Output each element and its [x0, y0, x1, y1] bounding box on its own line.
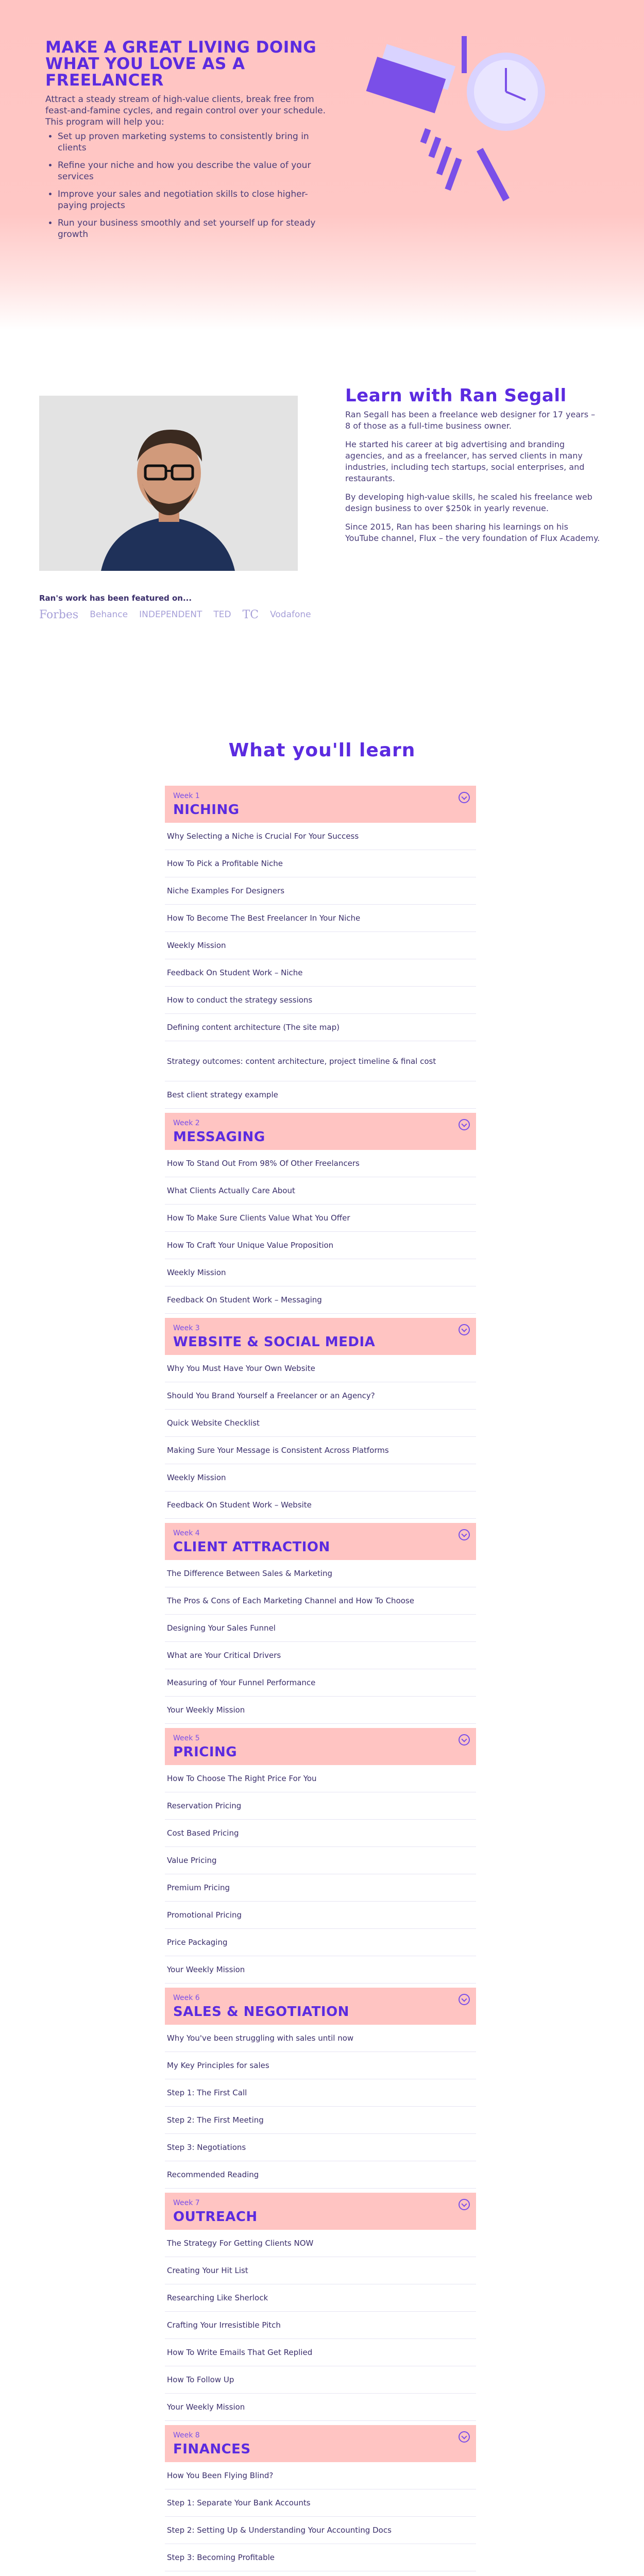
collapse-toggle-icon[interactable] [459, 1994, 470, 2005]
lesson-item: Why You've been struggling with sales until now [165, 2025, 476, 2052]
collapse-toggle-icon[interactable] [459, 2199, 470, 2210]
lesson-item: Should You Brand Yourself a Freelancer or an Agency? [165, 1382, 476, 1410]
lesson-item: Niche Examples For Designers [165, 877, 476, 905]
lesson-item: My Key Principles for sales [165, 2052, 476, 2079]
forbes-logo: Forbes [39, 608, 79, 621]
lesson-item: Why You Must Have Your Own Website [165, 1355, 476, 1382]
about-paragraph: He started his career at big advertising and branding agencies, and as a freelancer, has served clients in many industries, including tech startups, social enterprises, and restaurants. [345, 439, 585, 483]
lesson-item: Creating Your Hit List [165, 2257, 476, 2284]
collapse-toggle-icon[interactable] [459, 1734, 470, 1745]
behance-logo: Behance [90, 609, 128, 620]
week-header[interactable] [165, 1728, 476, 1765]
week-title: OUTREACH [173, 2209, 258, 2225]
lesson-item: The Difference Between Sales & Marketing [165, 1560, 476, 1587]
lesson-item: Price Packaging [165, 1929, 476, 1956]
lesson-item: Your Weekly Mission [165, 2394, 476, 2421]
lesson-item: The Strategy For Getting Clients NOW [165, 2230, 476, 2257]
week-title: CLIENT ATTRACTION [173, 1539, 330, 1555]
collapse-toggle-icon[interactable] [459, 792, 470, 803]
collapse-toggle-icon[interactable] [459, 2431, 470, 2443]
hero-benefit: • Improve your sales and negotiation skills to close higher-paying projects [58, 189, 334, 211]
week-header[interactable] [165, 1988, 476, 2025]
lesson-item: Feedback On Student Work – Website [165, 1492, 476, 1519]
week-title: WEBSITE & SOCIAL MEDIA [173, 1334, 376, 1350]
lesson-item: How To Make Sure Clients Value What You Offer [165, 1205, 476, 1232]
illus-bar [429, 137, 442, 158]
week-header[interactable] [165, 2425, 476, 2462]
lesson-item: Crafting Your Irresistible Pitch [165, 2312, 476, 2339]
lesson-item: Feedback On Student Work – Messaging [165, 1286, 476, 1314]
lesson-item: How To Follow Up [165, 2366, 476, 2394]
week-label: Week 5 [173, 1734, 200, 1742]
hero-section [0, 0, 644, 330]
techcrunch-logo: TC [242, 608, 259, 621]
hero-benefit: • Run your business smoothly and set yourself up for steady growth [58, 217, 334, 240]
illus-bar [445, 158, 462, 191]
hero-title: MAKE A GREAT LIVING DOING WHAT YOU LOVE AS A FREELANCER [45, 38, 317, 90]
about-paragraph: Since 2015, Ran has been sharing his learnings on his YouTube channel, Flux – the very foundation of Flux Academy. [345, 522, 600, 543]
lesson-item: Step 2: The First Meeting [165, 2107, 476, 2134]
lesson-item: Feedback On Student Work – Niche [165, 959, 476, 987]
illus-bar [420, 128, 431, 144]
week-label: Week 2 [173, 1119, 200, 1127]
week-header[interactable] [165, 1318, 476, 1355]
week-label: Week 6 [173, 1994, 200, 2002]
lesson-item: Defining content architecture (The site map) [165, 1014, 476, 1041]
lesson-item: How to conduct the strategy sessions [165, 987, 476, 1014]
hero-intro: Attract a steady stream of high-value clients, break free from feast-and-famine cycles, and regain control over your schedule. This program will help you: [45, 94, 326, 127]
lesson-item: Strategy outcomes: content architecture, project timeline & final cost [165, 1041, 476, 1081]
illus-bar [436, 146, 452, 176]
week-header[interactable] [165, 1523, 476, 1560]
lesson-item: What Clients Actually Care About [165, 1177, 476, 1205]
week-label: Week 8 [173, 2431, 200, 2439]
about-paragraph: Ran Segall has been a freelance web designer for 17 years – 8 of those as a full-time business owner. [345, 410, 596, 431]
lesson-item: Premium Pricing [165, 1874, 476, 1902]
week-label: Week 7 [173, 2199, 200, 2207]
lesson-item: Best client strategy example [165, 1081, 476, 1109]
featured-label: Ran's work has been featured on... [39, 594, 192, 603]
week-label: Week 4 [173, 1529, 200, 1537]
week-header[interactable] [165, 786, 476, 823]
about-section [345, 385, 603, 551]
lesson-item: Step 3: Negotiations [165, 2134, 476, 2161]
lesson-item: Cost Based Pricing [165, 1820, 476, 1847]
lesson-item: Promotional Pricing [165, 1902, 476, 1929]
lesson-item: How To Write Emails That Get Replied [165, 2339, 476, 2366]
week-title: NICHING [173, 802, 240, 818]
lesson-item: Why Selecting a Niche is Crucial For Your Success [165, 823, 476, 850]
lesson-item: Reservation Pricing [165, 1792, 476, 1820]
lesson-item: Step 1: Separate Your Bank Accounts [165, 2489, 476, 2517]
lesson-item: Weekly Mission [165, 1259, 476, 1286]
lesson-item: Value Pricing [165, 1847, 476, 1874]
ted-logo: TED [213, 609, 231, 620]
lesson-item: Researching Like Sherlock [165, 2284, 476, 2312]
lesson-item: How You Been Flying Blind? [165, 2462, 476, 2489]
lesson-item: Quick Website Checklist [165, 1410, 476, 1437]
lesson-item: Step 1: The First Call [165, 2079, 476, 2107]
lesson-item: Recommended Reading [165, 2161, 476, 2189]
lesson-item: Step 2: Setting Up & Understanding Your Accounting Docs [165, 2517, 476, 2544]
lesson-item: How To Become The Best Freelancer In Your Niche [165, 905, 476, 932]
week-label: Week 1 [173, 792, 200, 800]
lesson-item: Measuring of Your Funnel Performance [165, 1669, 476, 1697]
about-paragraph: By developing high-value skills, he scaled his freelance web design business to over $250k in yearly revenue. [345, 492, 592, 513]
lesson-item: How To Craft Your Unique Value Proposition [165, 1232, 476, 1259]
lesson-item: Weekly Mission [165, 1464, 476, 1492]
lesson-item: What are Your Critical Drivers [165, 1642, 476, 1669]
lesson-item: How To Stand Out From 98% Of Other Freelancers [165, 1150, 476, 1177]
curriculum-title: What you'll learn [228, 740, 416, 761]
lesson-item: How To Choose The Right Price For You [165, 1765, 476, 1792]
lesson-item: Designing Your Sales Funnel [165, 1615, 476, 1642]
hero-benefit: • Refine your niche and how you describe the value of your services [58, 160, 334, 182]
hero-illustration [361, 36, 567, 232]
about-title: Learn with Ran Segall [345, 385, 567, 406]
week-header[interactable] [165, 1113, 476, 1150]
press-logos [39, 608, 328, 621]
lesson-item: Your Weekly Mission [165, 1956, 476, 1984]
pencil-icon [477, 148, 510, 201]
week-title: SALES & NEGOTIATION [173, 2004, 349, 2020]
lesson-item: Step 3: Becoming Profitable [165, 2544, 476, 2571]
hero-text [45, 39, 334, 246]
week-title: FINANCES [173, 2442, 251, 2457]
lesson-item: Weekly Mission [165, 932, 476, 959]
vodafone-logo: Vodafone [270, 609, 311, 620]
lesson-item: Your Weekly Mission [165, 1697, 476, 1724]
curriculum-list [165, 782, 476, 2576]
lesson-item: The Pros & Cons of Each Marketing Channel and How To Choose [165, 1587, 476, 1615]
lesson-item [165, 2571, 476, 2576]
collapse-toggle-icon[interactable] [459, 1529, 470, 1540]
week-header[interactable] [165, 2193, 476, 2230]
instructor-photo [39, 396, 298, 571]
collapse-toggle-icon[interactable] [459, 1324, 470, 1335]
hero-benefits-list [45, 131, 334, 240]
lesson-item: Making Sure Your Message is Consistent Across Platforms [165, 1437, 476, 1464]
independent-logo: INDEPENDENT [139, 609, 202, 620]
week-title: MESSAGING [173, 1129, 265, 1145]
week-title: PRICING [173, 1744, 238, 1760]
lesson-item: How To Pick a Profitable Niche [165, 850, 476, 877]
week-label: Week 3 [173, 1324, 200, 1332]
collapse-toggle-icon[interactable] [459, 1119, 470, 1130]
hero-benefit: • Set up proven marketing systems to consistently bring in clients [58, 131, 334, 154]
